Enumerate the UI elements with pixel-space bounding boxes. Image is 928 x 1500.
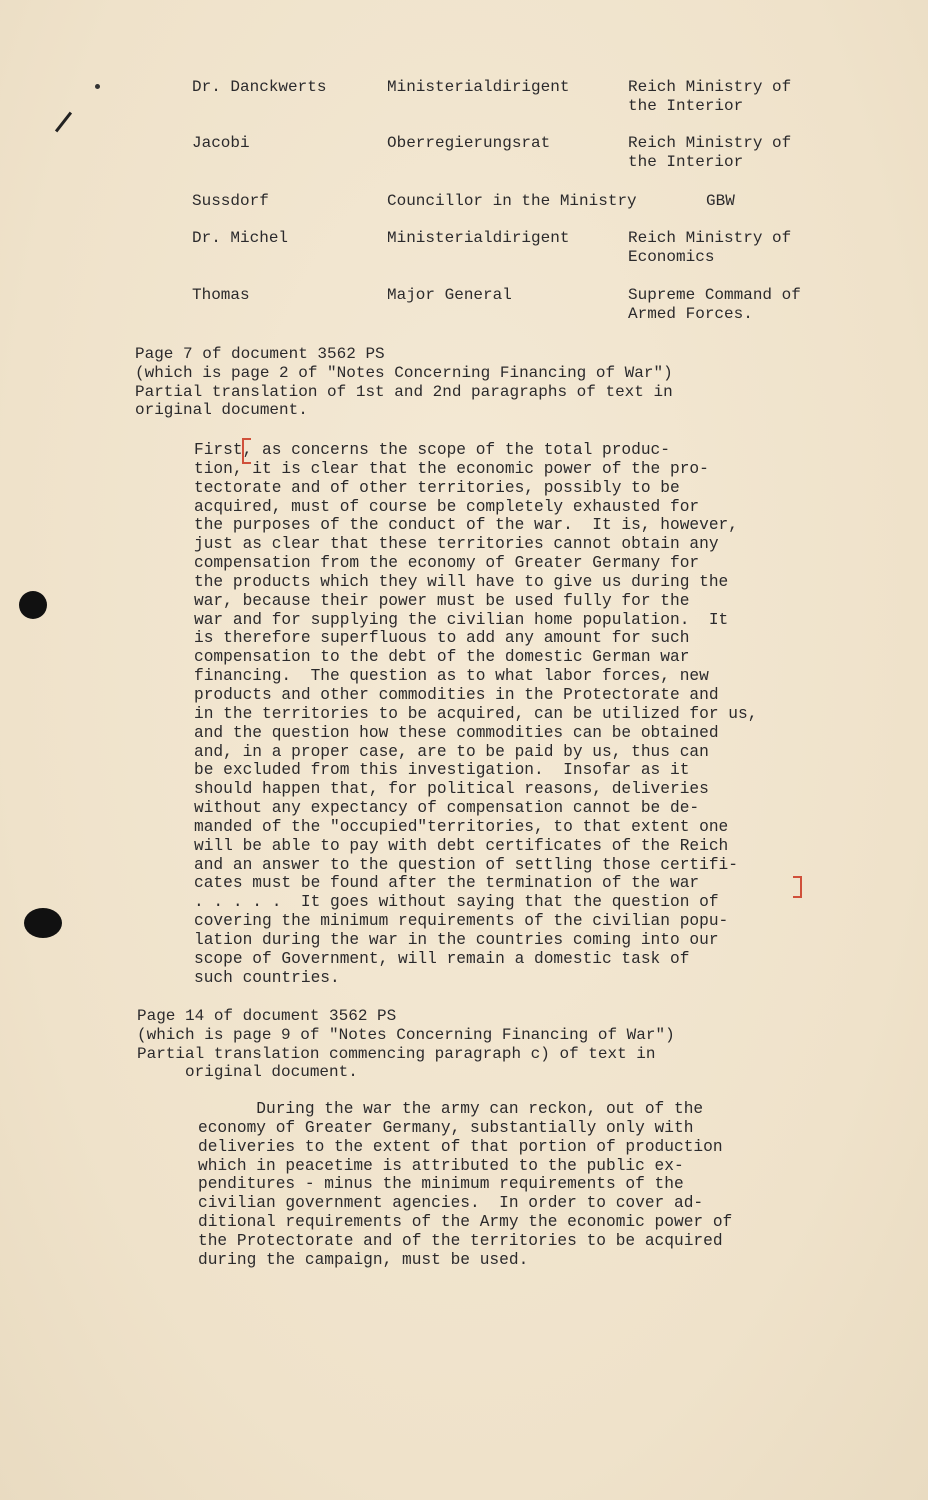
- attendee-name: Dr. Danckwerts: [192, 78, 327, 96]
- attendee-title: Ministerialdirigent: [387, 229, 570, 247]
- punch-hole-bottom: [24, 908, 62, 938]
- attendee-organization: GBW: [706, 192, 735, 210]
- red-bracket-close: [793, 876, 802, 898]
- section1-body: First, as concerns the scope of the total produc- tion, it is clear that the economic power of the pro- tectorate and of other territories, possibly to be acquired, must of course be completely exhausted for the purposes of the conduct of the war. It is, however, just as clear that these territories cannot obtain any compensation from the economy of Greater Germany for the products which they will have to give us during the war, because their power must be used fully for the war and for supplying the civilian home population. It is therefore superfluous to add any amount for such compensation to the debt of the domestic German war financing. The question as to what labor forces, new products and other commodities in the Protectorate and in the territories to be acquired, can be utilized for us, and the question how these commodities can be obtained and, in a proper case, are to be paid by us, thus can be excluded from this investigation. Insofar as it should happen that, for political reasons, deliveries without any expectancy of compensation cannot be de- manded of the "occupied"territories, to that extent one will be able to pay with debt certificates of the Reich and an answer to the question of settling those certifi- cates must be found after the termination of the war . . . . . It goes without saying that the question of covering the minimum requirements of the civilian popu- lation during the war in the countries coming into our scope of Government, will remain a domestic task of such countries.: [194, 441, 758, 987]
- section2-body: During the war the army can reckon, out of the economy of Greater Germany, substantially only with deliveries to the extent of that portion of production which in peacetime is attributed to the public ex- penditures - minus the minimum requirements of the civilian government agencies. In order to cover ad- ditional requirements of the Army the economic power of the Protectorate and of the territories to be acquired during the campaign, must be used.: [198, 1100, 733, 1269]
- section1-header: Page 7 of document 3562 PS (which is page 2 of "Notes Concerning Financing of War") Partial translation of 1st and 2nd paragraphs of text in original document.: [135, 345, 673, 420]
- attendee-title: Ministerialdirigent: [387, 78, 570, 96]
- attendee-organization: Reich Ministry of the Interior: [628, 78, 792, 115]
- attendee-name: Jacobi: [192, 134, 250, 152]
- attendee-title: Major General: [387, 286, 512, 304]
- attendee-title: Councillor in the Ministry: [387, 192, 637, 210]
- pencil-tick-mark: [55, 112, 72, 133]
- attendee-title: Oberregierungsrat: [387, 134, 551, 152]
- section2-header: Page 14 of document 3562 PS (which is page 9 of "Notes Concerning Financing of War") Partial translation commencing paragraph c) of text in original document.: [137, 1007, 675, 1082]
- attendee-name: Dr. Michel: [192, 229, 289, 247]
- attendee-name: Thomas: [192, 286, 250, 304]
- attendee-organization: Supreme Command of Armed Forces.: [628, 286, 801, 323]
- attendee-organization: Reich Ministry of Economics: [628, 229, 792, 266]
- attendee-organization: Reich Ministry of the Interior: [628, 134, 792, 171]
- attendee-name: Sussdorf: [192, 192, 269, 210]
- punch-hole-top: [19, 591, 47, 619]
- ink-dot: [95, 84, 100, 89]
